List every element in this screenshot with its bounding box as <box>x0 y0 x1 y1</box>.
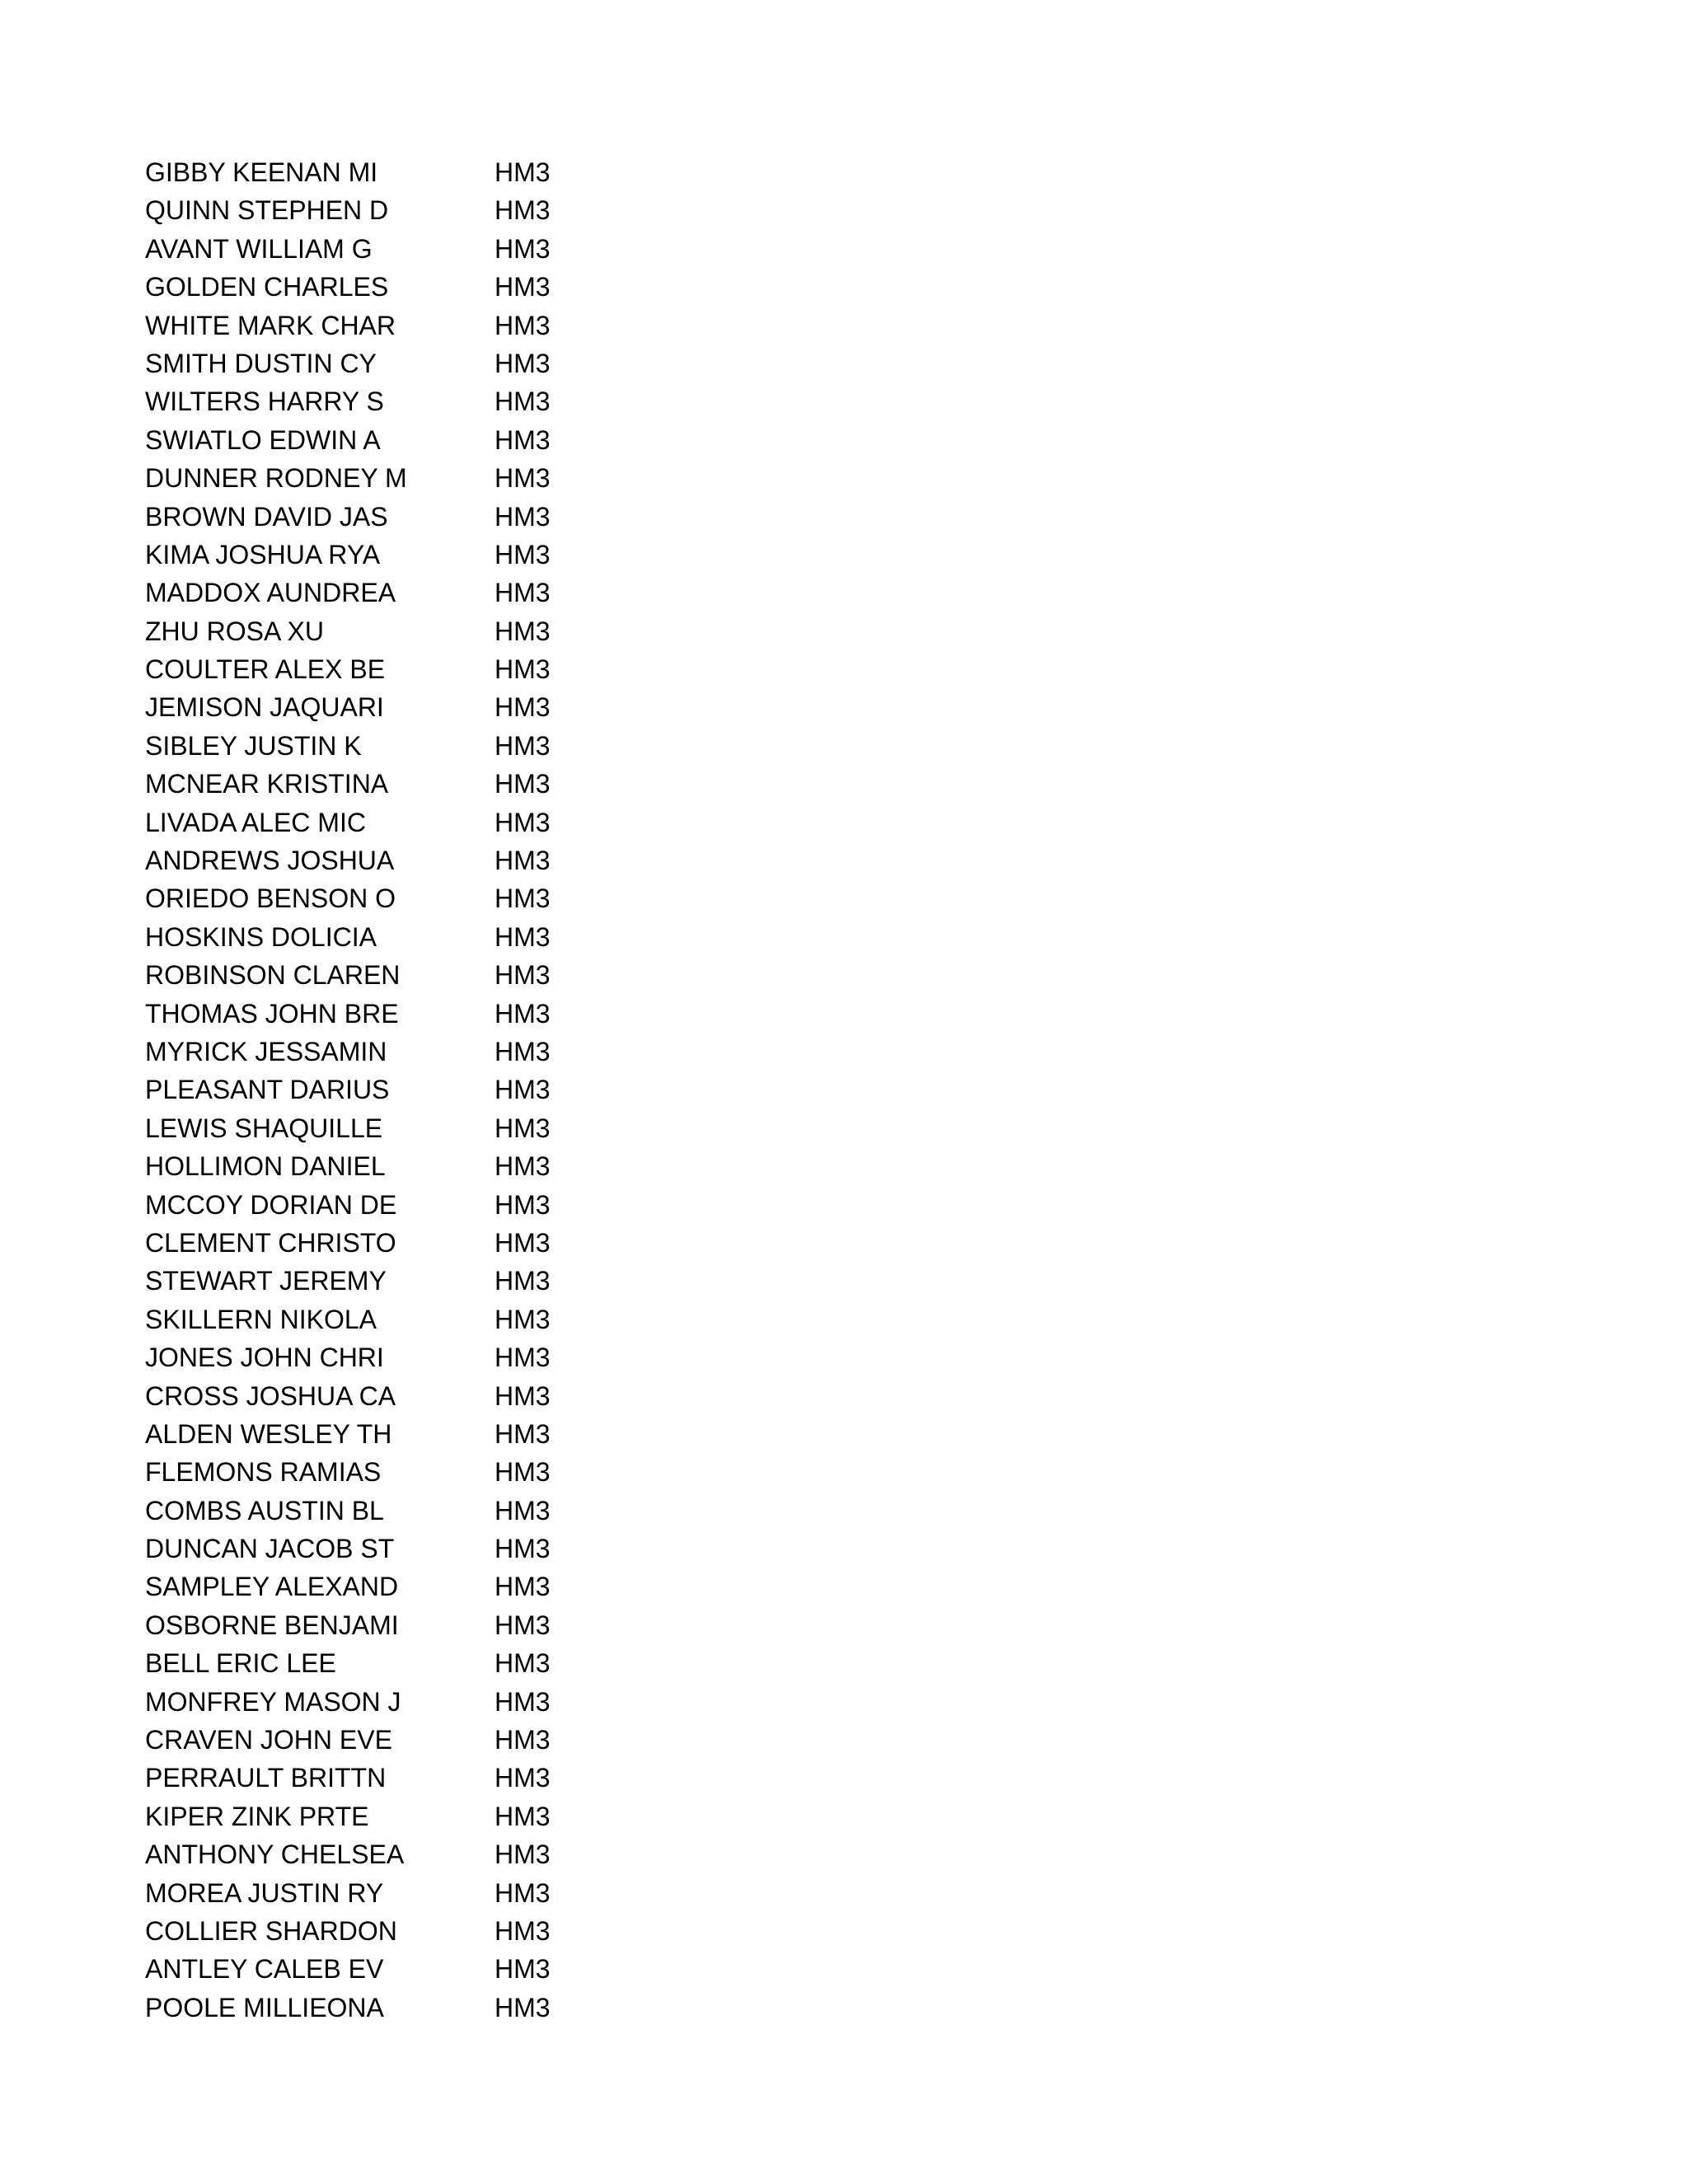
roster-name: ANDREWS JOSHUA <box>145 846 395 876</box>
roster-rank: HM3 <box>495 233 551 264</box>
roster-row <box>145 1262 640 1300</box>
roster-name: ORIEDO BENSON O <box>145 883 396 914</box>
roster-row <box>145 1759 640 1797</box>
roster-row <box>145 230 640 268</box>
roster-rank: HM3 <box>495 310 551 340</box>
roster-rank: HM3 <box>495 1572 551 1602</box>
roster-rank: HM3 <box>495 1992 551 2022</box>
roster-rank: HM3 <box>495 1610 551 1640</box>
roster-row <box>145 1797 640 1835</box>
roster-name: LEWIS SHAQUILLE <box>145 1113 383 1143</box>
roster-row <box>145 307 640 344</box>
roster-row <box>145 1912 640 1950</box>
roster-row <box>145 191 640 229</box>
roster-row <box>145 421 640 459</box>
roster-name: COMBS AUSTIN BL <box>145 1495 384 1526</box>
roster-name: MCNEAR KRISTINA <box>145 769 389 799</box>
roster-name: ROBINSON CLAREN <box>145 960 401 991</box>
roster-name: ANTLEY CALEB EV <box>145 1954 384 1985</box>
roster-rank: HM3 <box>495 1457 551 1488</box>
roster-row <box>145 612 640 650</box>
roster-name: BELL ERIC LEE <box>145 1648 336 1679</box>
roster-name: ALDEN WESLEY TH <box>145 1418 392 1449</box>
roster-row <box>145 1186 640 1224</box>
roster-name: CROSS JOSHUA CA <box>145 1380 396 1411</box>
roster-rank: HM3 <box>495 846 551 876</box>
roster-name: HOSKINS DOLICIA <box>145 921 377 952</box>
roster-row <box>145 1033 640 1071</box>
roster-rank: HM3 <box>495 921 551 952</box>
roster-rank: HM3 <box>495 1954 551 1985</box>
roster-row <box>145 1721 640 1759</box>
roster-name: THOMAS JOHN BRE <box>145 998 399 1029</box>
roster-name: CLEMENT CHRISTO <box>145 1227 396 1258</box>
roster-row <box>145 1989 640 2027</box>
roster-rank: HM3 <box>495 730 551 761</box>
roster-row <box>145 1224 640 1262</box>
roster-name: JEMISON JAQUARI <box>145 692 384 723</box>
roster-name: STEWART JEREMY <box>145 1266 387 1296</box>
roster-rank: HM3 <box>495 1495 551 1526</box>
roster-row <box>145 841 640 879</box>
roster-name: SIBLEY JUSTIN K <box>145 730 362 761</box>
roster-rank: HM3 <box>495 769 551 799</box>
roster-name: GOLDEN CHARLES <box>145 272 389 302</box>
roster-row <box>145 1377 640 1415</box>
roster-row <box>145 956 640 994</box>
roster-row <box>145 918 640 956</box>
roster-rank: HM3 <box>495 1801 551 1831</box>
roster-name: QUINN STEPHEN D <box>145 195 389 226</box>
roster-name: POOLE MILLIEONA <box>145 1992 384 2022</box>
roster-rank: HM3 <box>495 883 551 914</box>
roster-name: COLLIER SHARDON <box>145 1915 397 1946</box>
roster-rank: HM3 <box>495 1343 551 1373</box>
roster-name: LIVADA ALEC MIC <box>145 807 366 837</box>
roster-rank: HM3 <box>495 1075 551 1105</box>
roster-rank: HM3 <box>495 807 551 837</box>
roster-row <box>145 1415 640 1453</box>
roster-name: SMITH DUSTIN CY <box>145 348 377 378</box>
roster-row <box>145 1338 640 1376</box>
roster-name: CRAVEN JOHN EVE <box>145 1725 392 1755</box>
roster-row <box>145 1301 640 1338</box>
roster-row <box>145 1835 640 1873</box>
roster-rank: HM3 <box>495 1418 551 1449</box>
roster-rank: HM3 <box>495 1648 551 1679</box>
roster-rank: HM3 <box>495 1036 551 1066</box>
roster-row <box>145 153 640 191</box>
roster-rank: HM3 <box>495 424 551 455</box>
roster-row <box>145 536 640 574</box>
roster-row <box>145 1644 640 1682</box>
roster-name: PLEASANT DARIUS <box>145 1075 390 1105</box>
roster-name: FLEMONS RAMIAS <box>145 1457 382 1488</box>
roster-rank: HM3 <box>495 1686 551 1717</box>
roster-name: MONFREY MASON J <box>145 1686 401 1717</box>
roster-row <box>145 498 640 536</box>
roster-row <box>145 1530 640 1568</box>
roster-rank: HM3 <box>495 501 551 532</box>
roster-rank: HM3 <box>495 1534 551 1564</box>
roster-rank: HM3 <box>495 616 551 646</box>
roster-rank: HM3 <box>495 578 551 608</box>
roster-row <box>145 382 640 420</box>
roster-rank: HM3 <box>495 1763 551 1793</box>
roster-row <box>145 574 640 612</box>
roster-rank: HM3 <box>495 157 551 187</box>
roster-row <box>145 727 640 765</box>
roster-name: KIPER ZINK PRTE <box>145 1801 369 1831</box>
roster-rank: HM3 <box>495 463 551 494</box>
roster-rank: HM3 <box>495 1304 551 1334</box>
roster-name: MADDOX AUNDREA <box>145 578 396 608</box>
roster-row <box>145 804 640 841</box>
roster-row <box>145 1453 640 1491</box>
roster-row <box>145 688 640 726</box>
roster-name: SWIATLO EDWIN A <box>145 424 381 455</box>
roster-name: KIMA JOSHUA RYA <box>145 539 381 569</box>
roster-name: WHITE MARK CHAR <box>145 310 396 340</box>
roster-name: BROWN DAVID JAS <box>145 501 388 532</box>
roster-row <box>145 650 640 688</box>
roster-name: DUNCAN JACOB ST <box>145 1534 395 1564</box>
roster-rank: HM3 <box>495 1725 551 1755</box>
roster-name: COULTER ALEX BE <box>145 654 386 685</box>
roster-row <box>145 879 640 917</box>
roster-row <box>145 995 640 1033</box>
roster-row <box>145 268 640 306</box>
roster-name: WILTERS HARRY S <box>145 387 384 417</box>
roster-row <box>145 765 640 803</box>
roster-rank: HM3 <box>495 1189 551 1220</box>
roster-row <box>145 1950 640 1988</box>
roster-name: MCCOY DORIAN DE <box>145 1189 397 1220</box>
roster-rank: HM3 <box>495 960 551 991</box>
roster-rank: HM3 <box>495 539 551 569</box>
roster-name: JONES JOHN CHRI <box>145 1343 384 1373</box>
roster-rank: HM3 <box>495 1877 551 1908</box>
roster-row <box>145 1568 640 1605</box>
roster-name: ZHU ROSA XU <box>145 616 324 646</box>
roster-name: SAMPLEY ALEXAND <box>145 1572 399 1602</box>
roster-rank: HM3 <box>495 348 551 378</box>
roster-rank: HM3 <box>495 1266 551 1296</box>
roster-row <box>145 1147 640 1185</box>
roster-row <box>145 1071 640 1108</box>
roster-name: MOREA JUSTIN RY <box>145 1877 384 1908</box>
roster-row <box>145 344 640 382</box>
roster-name: AVANT WILLIAM G <box>145 233 373 264</box>
roster-list <box>145 153 640 2027</box>
roster-rank: HM3 <box>495 1915 551 1946</box>
roster-name: ANTHONY CHELSEA <box>145 1840 405 1870</box>
roster-rank: HM3 <box>495 654 551 685</box>
roster-row <box>145 459 640 497</box>
roster-row <box>145 1492 640 1530</box>
roster-name: OSBORNE BENJAMI <box>145 1610 399 1640</box>
roster-row <box>145 1683 640 1721</box>
roster-name: MYRICK JESSAMIN <box>145 1036 387 1066</box>
roster-row <box>145 1874 640 1912</box>
roster-rank: HM3 <box>495 272 551 302</box>
roster-name: GIBBY KEENAN MI <box>145 157 378 187</box>
roster-rank: HM3 <box>495 195 551 226</box>
roster-name: PERRAULT BRITTN <box>145 1763 387 1793</box>
roster-name: DUNNER RODNEY M <box>145 463 407 494</box>
roster-rank: HM3 <box>495 692 551 723</box>
roster-rank: HM3 <box>495 1113 551 1143</box>
roster-rank: HM3 <box>495 1840 551 1870</box>
roster-rank: HM3 <box>495 1380 551 1411</box>
roster-row <box>145 1109 640 1147</box>
roster-rank: HM3 <box>495 387 551 417</box>
roster-rank: HM3 <box>495 998 551 1029</box>
roster-name: HOLLIMON DANIEL <box>145 1151 386 1182</box>
roster-name: SKILLERN NIKOLA <box>145 1304 377 1334</box>
roster-row <box>145 1606 640 1644</box>
roster-rank: HM3 <box>495 1227 551 1258</box>
roster-rank: HM3 <box>495 1151 551 1182</box>
